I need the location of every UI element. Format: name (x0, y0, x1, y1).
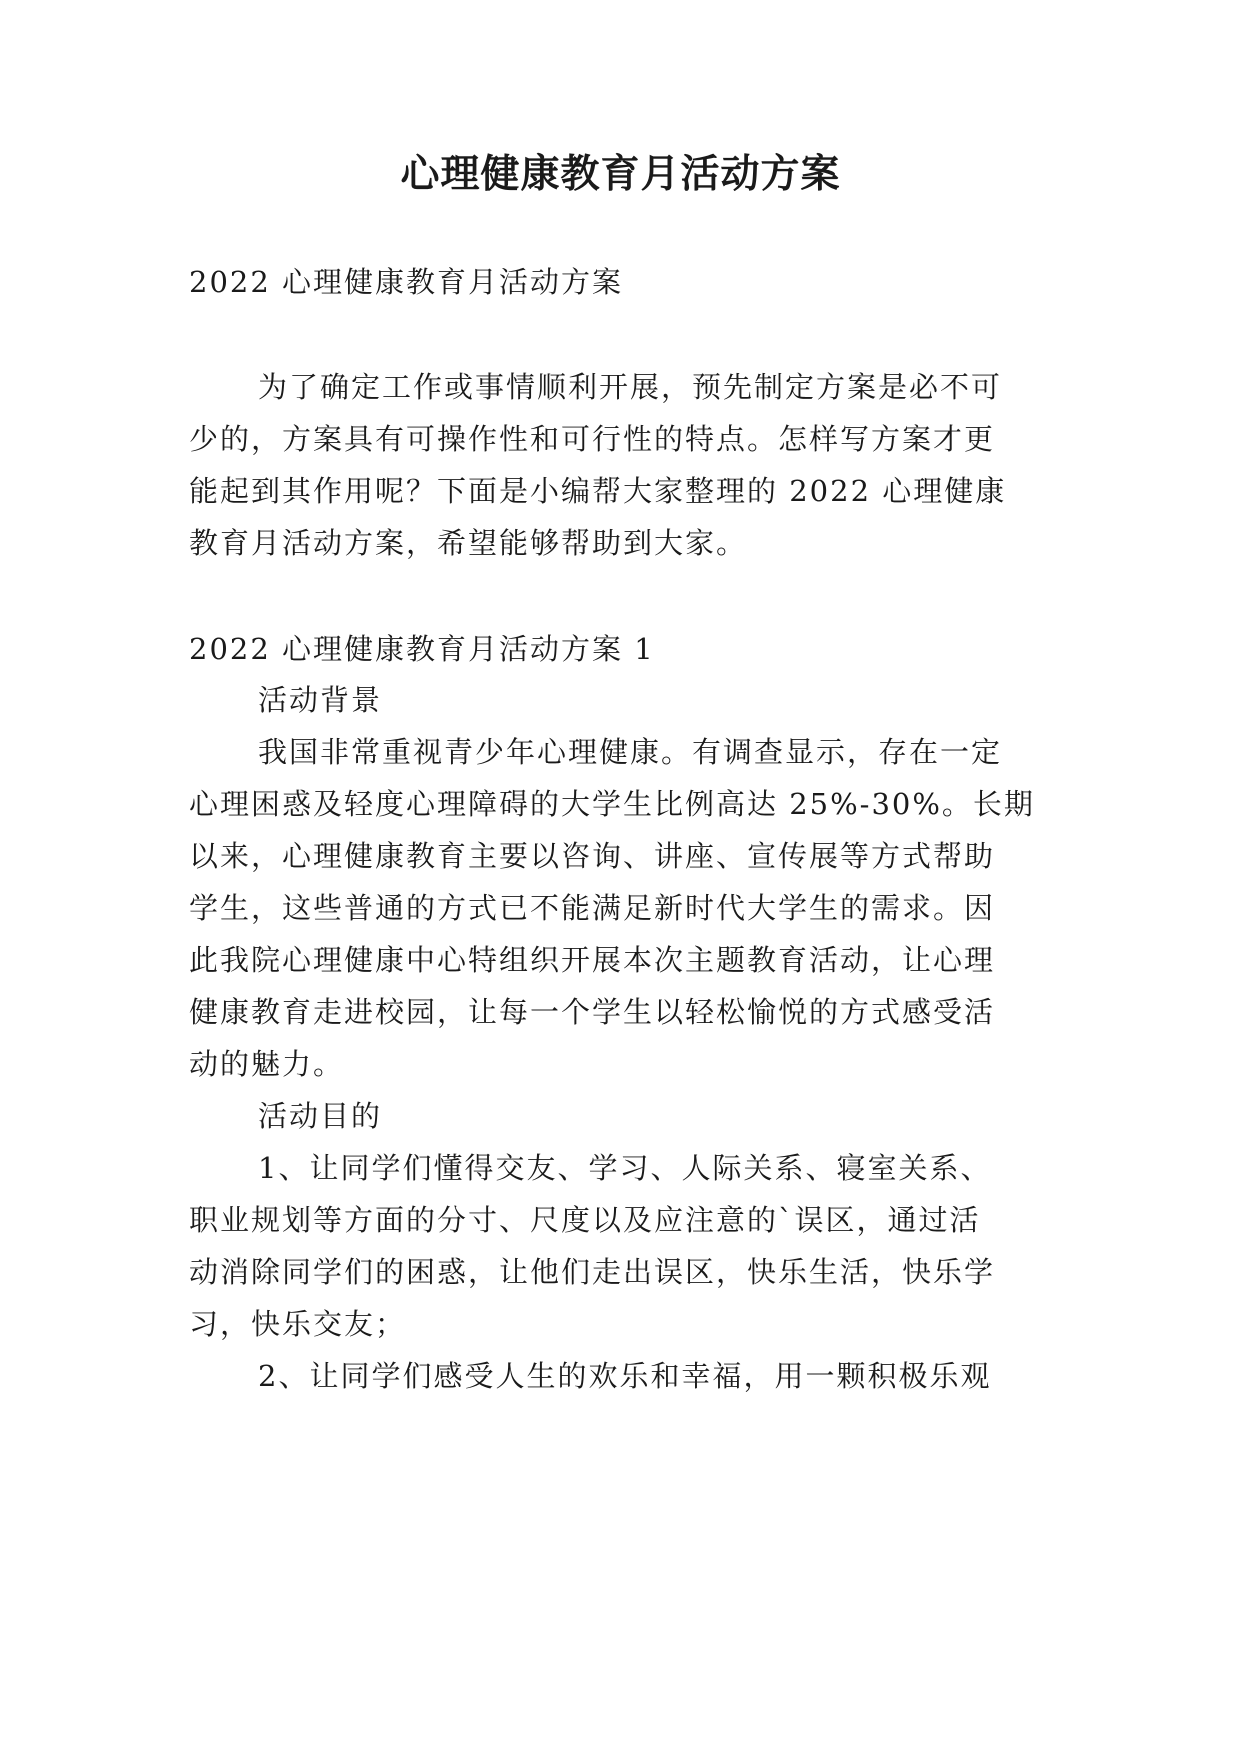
background-line: 健康教育走进校园，让每一个学生以轻松愉悦的方式感受活 (189, 995, 996, 1029)
purpose-line: 1、让同学们懂得交友、学习、人际关系、寝室关系、 (258, 1151, 992, 1185)
purpose-line: 习，快乐交友； (189, 1307, 407, 1341)
section-heading: 2022 心理健康教育月活动方案 1 (189, 632, 655, 666)
purpose-line: 2、让同学们感受人生的欢乐和幸福，用一颗积极乐观 (258, 1359, 992, 1393)
document-title: 心理健康教育月活动方案 (400, 152, 841, 197)
intro-line: 少的，方案具有可操作性和可行性的特点。怎样写方案才更 (189, 422, 996, 456)
intro-line: 教育月活动方案，希望能够帮助到大家。 (189, 526, 748, 560)
background-line: 我国非常重视青少年心理健康。有调查显示，存在一定 (258, 735, 1003, 769)
intro-line: 能起到其作用呢？下面是小编帮大家整理的 2022 心理健康 (189, 474, 1007, 508)
background-line: 动的魅力。 (189, 1047, 345, 1081)
document-subtitle: 2022 心理健康教育月活动方案 (189, 265, 624, 299)
background-heading: 活动背景 (258, 683, 383, 717)
background-line: 此我院心理健康中心特组织开展本次主题教育活动，让心理 (189, 943, 996, 977)
purpose-line: 职业规划等方面的分寸、尺度以及应注意的`误区，通过活 (189, 1203, 981, 1237)
purpose-heading: 活动目的 (258, 1099, 383, 1133)
background-line: 心理困惑及轻度心理障碍的大学生比例高达 25%-30%。长期 (189, 787, 1035, 821)
background-line: 以来，心理健康教育主要以咨询、讲座、宣传展等方式帮助 (189, 839, 996, 873)
purpose-line: 动消除同学们的困惑，让他们走出误区，快乐生活，快乐学 (189, 1255, 996, 1289)
intro-line: 为了确定工作或事情顺利开展，预先制定方案是必不可 (258, 370, 1003, 404)
background-line: 学生，这些普通的方式已不能满足新时代大学生的需求。因 (189, 891, 996, 925)
